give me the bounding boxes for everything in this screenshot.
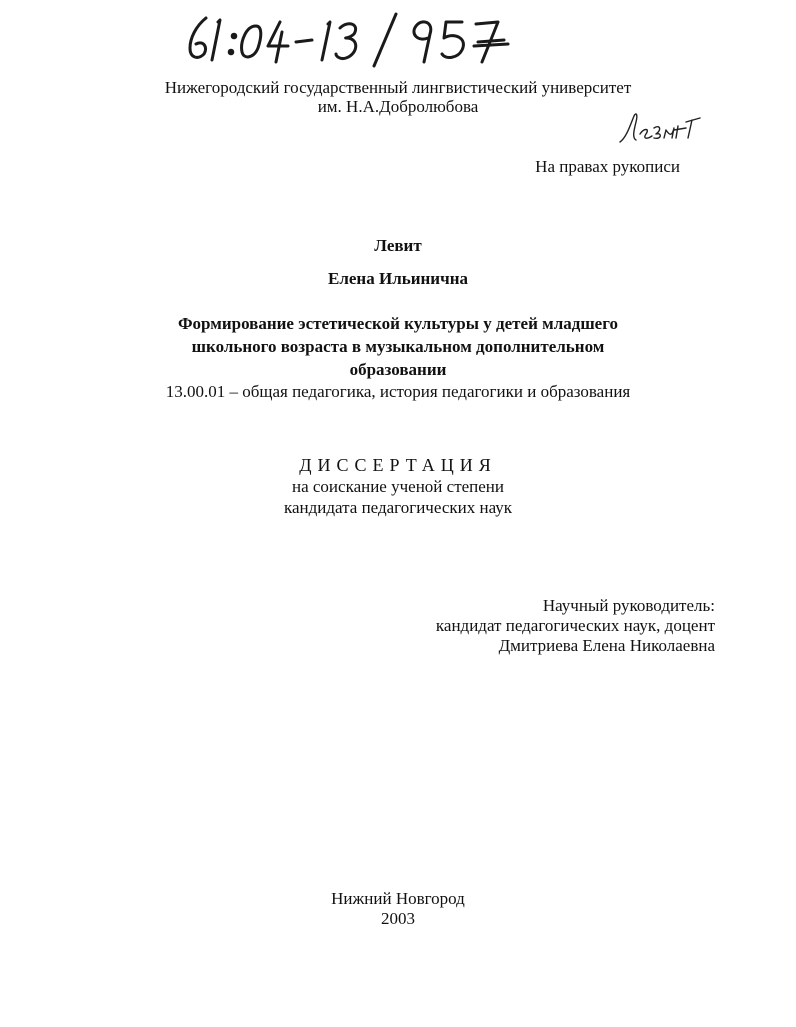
author-given-names: Елена Ильинична: [328, 269, 468, 288]
manuscript-rights: На правах рукописи: [535, 157, 680, 176]
author-surname: Левит: [374, 236, 422, 255]
supervisor-label: Научный руководитель:: [542, 596, 715, 615]
year: 2003: [381, 909, 415, 928]
city: Нижний Новгород: [331, 889, 465, 908]
university-honorific: им. Н.А.Добролюбова: [317, 97, 479, 116]
degree-line-1: на соискание ученой степени: [291, 477, 505, 496]
supervisor-name: Дмитриева Елена Николаевна: [498, 636, 715, 655]
degree-line-2: кандидата педагогических наук: [283, 498, 513, 517]
dissertation-heading: ДИССЕРТАЦИЯ: [299, 455, 497, 475]
handwritten-catalogue-number: [178, 8, 518, 70]
thesis-title-line-2: школьного возраста в музыкальном дополнительном: [191, 337, 605, 356]
thesis-title-line-3: образовании: [349, 360, 447, 379]
specialty-code: 13.00.01 – общая педагогика, история педагогики и образования: [165, 382, 631, 401]
thesis-title-line-1: Формирование эстетической культуры у детей младшего: [177, 314, 619, 333]
supervisor-rank: кандидат педагогических наук, доцент: [435, 616, 715, 635]
university-name: Нижегородский государственный лингвистический университет: [164, 78, 632, 97]
